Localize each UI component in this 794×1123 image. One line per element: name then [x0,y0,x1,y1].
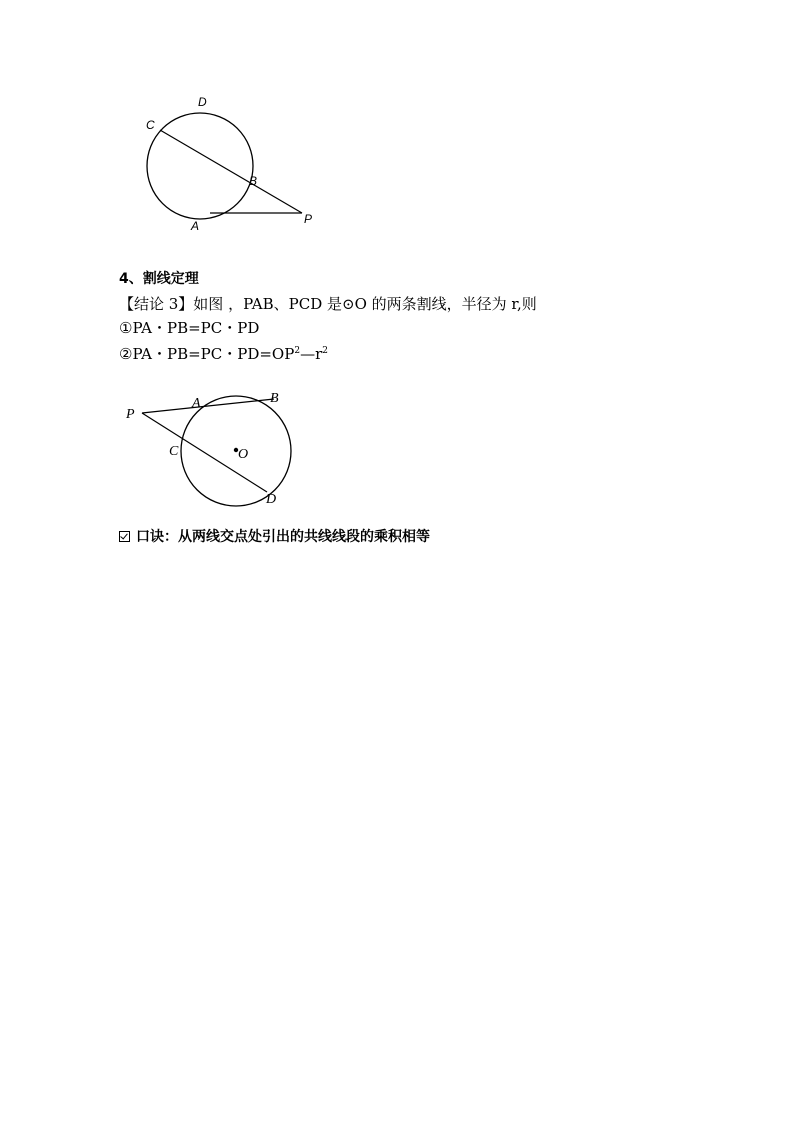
formula-2-sup-2: 2 [322,346,328,356]
figure1-label-c: C [146,118,155,132]
figure1-label-b: B [249,174,258,188]
figure1-label-d: D [198,95,207,109]
figure2-label-c: C [169,444,179,459]
formula-2-sup-1: 2 [294,346,301,356]
mnemonic-text: 口诀：从两线交点处引出的共线线段的乘积相等 [136,529,430,545]
figure2-secant-pab [142,399,274,413]
figure1-label-a: A [191,219,200,233]
tangent-secant-figure [130,90,330,235]
formula-1: ①PA・PB=PC・PD [119,319,260,337]
mnemonic-line [119,528,430,546]
figure1-circle [147,113,253,219]
figure1-secant-line [160,130,302,213]
checkbox-checked-icon [119,531,130,542]
figure1-label-p: P [304,212,313,226]
conclusion-line: 【结论 3】如图 ，PAB、PCD 是⊙O 的两条割线，半径为 r,则 [119,295,537,313]
two-secants-figure [120,385,320,510]
figure2-label-d: D [266,492,277,507]
figure2-label-b: B [270,391,279,406]
figure2-label-a: A [192,396,201,411]
formula-2-mid: —r [300,345,323,363]
figure2-label-o: O [238,447,249,462]
figure2-label-p: P [126,407,135,422]
section-heading: 4、割线定理 [119,271,199,287]
figure2-secant-pcd [142,413,267,492]
formula-2 [119,344,328,364]
formula-2-main: ②PA・PB=PC・PD=OP [119,345,295,363]
